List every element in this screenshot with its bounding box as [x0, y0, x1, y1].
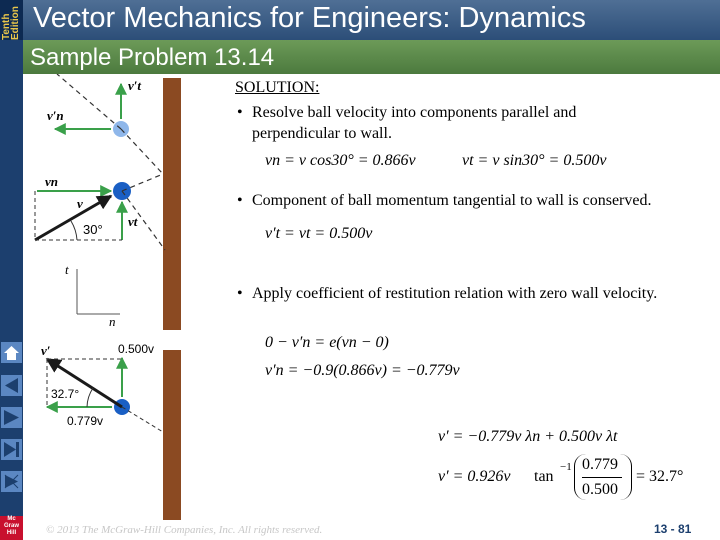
edition-badge — [0, 0, 23, 40]
angle-result: = 32.7° — [636, 468, 684, 485]
wall-bottom — [163, 350, 181, 520]
page-title: Vector Mechanics for Engineers: Dynamics — [33, 2, 586, 34]
equation-vn: vn = v cos30° = 0.866v — [265, 152, 416, 169]
copyright: © 2013 The McGraw-Hill Companies, Inc. All rights reserved. — [46, 524, 323, 536]
bullet-1: • — [237, 104, 243, 121]
label-vn-prime: v′n — [47, 108, 64, 123]
label-30: 30° — [83, 222, 103, 237]
edition-label: Tenth Edition — [1, 6, 21, 40]
solution-heading: SOLUTION: — [235, 79, 320, 96]
solution-figure — [25, 74, 225, 524]
tan-label: tan — [534, 468, 554, 485]
first-slide-icon[interactable] — [1, 375, 22, 396]
next-slide-icon[interactable] — [1, 439, 22, 460]
label-vt-prime: v′t — [128, 78, 142, 93]
page-number: 13 - 81 — [654, 522, 692, 536]
tan-superscript: −1 — [560, 461, 572, 473]
equation-vector: v′ = −0.779v λn + 0.500v λt — [438, 428, 618, 445]
label-n: n — [109, 314, 116, 329]
label-0779v: 0.779v — [67, 414, 104, 428]
step-1-line-1: Resolve ball velocity into components parallel and — [252, 104, 577, 121]
publisher-logo: Mc Graw Hill — [0, 516, 23, 540]
equation-vt-prime: v′t = vt = 0.500v — [265, 225, 373, 242]
home-icon[interactable] — [1, 342, 22, 363]
wall-top — [163, 78, 181, 330]
label-t: t — [65, 262, 69, 277]
fraction-numerator: 0.779 — [582, 456, 618, 473]
angle-arc-30 — [71, 221, 77, 240]
label-v: v — [77, 196, 83, 211]
angle-arc-327 — [87, 388, 93, 407]
label-vt: vt — [128, 214, 138, 229]
page-subtitle: Sample Problem 13.14 — [30, 44, 275, 71]
fraction-denominator: 0.500 — [582, 481, 618, 498]
equation-vn-prime: v′n = −0.9(0.866v) = −0.779v — [265, 362, 460, 379]
bullet-2: • — [237, 192, 243, 209]
equation-magnitude: v′ = 0.926v — [438, 468, 511, 485]
previous-slide-icon[interactable] — [1, 407, 22, 428]
step-2-text: Component of ball momentum tangential to wall is conserved. — [252, 192, 652, 209]
bullet-3: • — [237, 285, 243, 302]
equation-vt: vt = v sin30° = 0.500v — [462, 152, 607, 169]
equation-restitution: 0 − v′n = e(vn − 0) — [265, 334, 389, 351]
label-vn: vn — [45, 174, 58, 189]
fraction-bar — [582, 477, 622, 478]
exit-icon[interactable] — [1, 471, 22, 492]
label-327: 32.7° — [51, 387, 80, 401]
label-0500v: 0.500v — [118, 342, 155, 356]
rebound-path — [57, 74, 121, 129]
label-v-prime: v′ — [41, 343, 51, 358]
step-3-text: Apply coefficient of restitution relation with zero wall velocity. — [252, 285, 658, 302]
step-1-line-2: perpendicular to wall. — [252, 125, 392, 142]
